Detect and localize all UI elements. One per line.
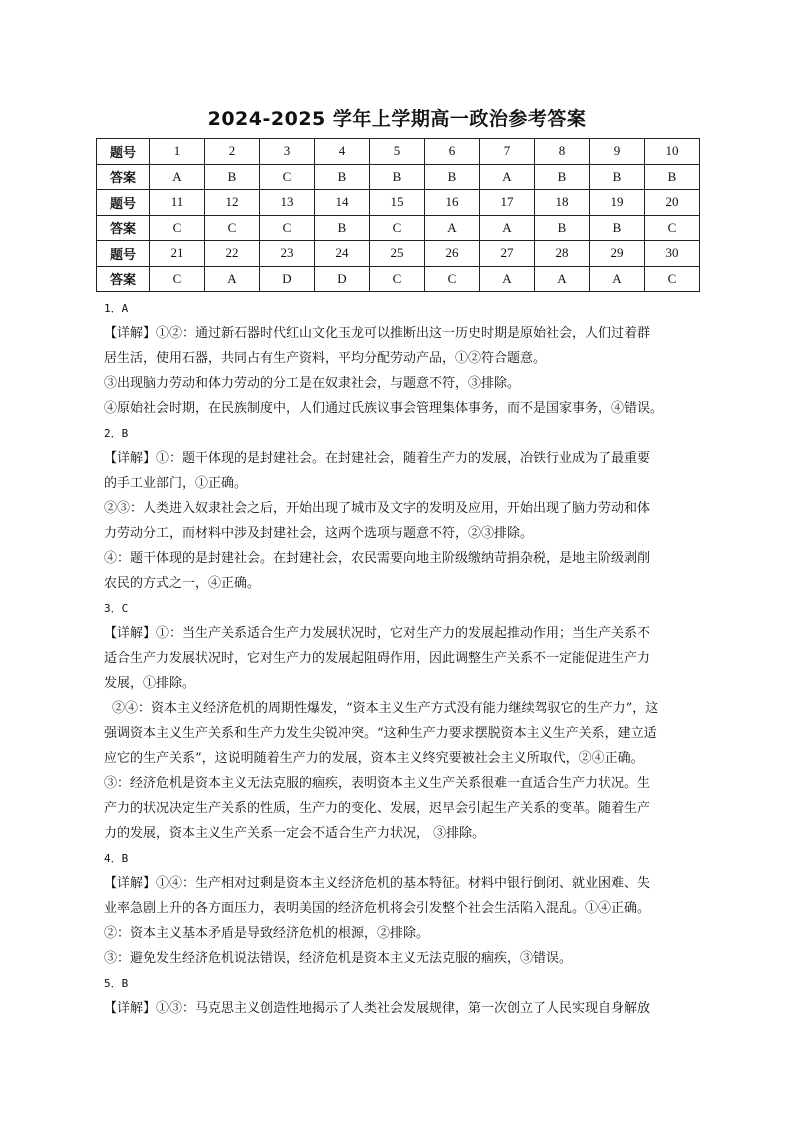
question-number-cell: 13: [260, 190, 315, 216]
answer-cell: B: [315, 164, 370, 190]
answer-cell: A: [535, 266, 590, 292]
question-number-cell: 10: [645, 139, 700, 165]
explanation-line: 【详解】①：题干体现的是封建社会。在封建社会，随着生产力的发展，冶铁行业成为了最重要: [104, 451, 651, 466]
question-number-cell: 22: [205, 241, 260, 267]
answer-cell: B: [590, 215, 645, 241]
explanation-line: 居生活，使用石器，共同占有生产资料，平均分配劳动产品，①②符合题意。: [104, 351, 547, 366]
question-number-cell: 2: [205, 139, 260, 165]
question-number-cell: 30: [645, 241, 700, 267]
question-answer-heading: 2．B: [104, 427, 129, 440]
question-answer-heading: 1．A: [104, 302, 129, 315]
answer-cell: C: [260, 215, 315, 241]
answer-cell: B: [535, 164, 590, 190]
row-header: 答案: [97, 164, 150, 190]
answer-cell: A: [590, 266, 645, 292]
answer-row: [97, 164, 700, 190]
question-number-cell: 5: [370, 139, 425, 165]
answer-cell: A: [150, 164, 205, 190]
answer-row: [97, 215, 700, 241]
answer-cell: C: [150, 215, 205, 241]
question-number-cell: 8: [535, 139, 590, 165]
question-number-cell: 7: [480, 139, 535, 165]
answer-cell: C: [425, 266, 480, 292]
explanation-line: ②④：资本主义经济危机的周期性爆发，“资本主义生产方式没有能力继续驾驭它的生产力”，这: [112, 701, 659, 716]
question-number-cell: 14: [315, 190, 370, 216]
answer-cell: B: [590, 164, 645, 190]
explanation-line: ②：资本主义基本矛盾是导致经济危机的根源，②排除。: [104, 926, 430, 941]
question-number-cell: 29: [590, 241, 645, 267]
answer-cell: C: [260, 164, 315, 190]
answer-table: [96, 138, 700, 292]
explanation-line: 强调资本主义生产关系和生产力发生尖锐冲突。“这种生产力要求摆脱资本主义生产关系，建立适: [104, 726, 657, 741]
page-title: 2024-2025 学年上学期高一政治参考答案: [207, 108, 587, 130]
question-number-cell: 24: [315, 241, 370, 267]
question-number-cell: 26: [425, 241, 480, 267]
explanation-line: 力的发展，资本主义生产关系一定会不适合生产力状况， ③排除。: [104, 826, 486, 841]
question-number-cell: 16: [425, 190, 480, 216]
question-number-cell: 23: [260, 241, 315, 267]
question-number-cell: 1: [150, 139, 205, 165]
answer-cell: B: [425, 164, 480, 190]
answer-cell: A: [205, 266, 260, 292]
question-number-cell: 25: [370, 241, 425, 267]
explanation-line: 应它的生产关系”，这说明随着生产力的发展，资本主义终究要被社会主义所取代，②④正确。: [104, 751, 644, 766]
answer-cell: A: [480, 215, 535, 241]
question-number-row: [97, 241, 700, 267]
question-number-cell: 4: [315, 139, 370, 165]
answer-row: [97, 266, 700, 292]
answer-cell: C: [370, 215, 425, 241]
row-header: 答案: [97, 266, 150, 292]
explanation-line: 【详解】①④：生产相对过剩是资本主义经济危机的基本特征。材料中银行倒闭、就业困难、失: [104, 876, 651, 891]
question-number-cell: 20: [645, 190, 700, 216]
question-number-cell: 3: [260, 139, 315, 165]
question-answer-heading: 4．B: [104, 852, 129, 865]
explanation-line: ③：避免发生经济危机说法错误，经济危机是资本主义无法克服的痼疾，③错误。: [104, 951, 573, 966]
explanation-line: 适合生产力发展状况时，它对生产力的发展起阻碍作用，因此调整生产关系不一定能促进生产力: [104, 651, 651, 666]
question-number-cell: 11: [150, 190, 205, 216]
question-number-cell: 21: [150, 241, 205, 267]
answer-cell: D: [315, 266, 370, 292]
explanation-line: 产力的状况决定生产关系的性质，生产力的变化、发展，迟早会引起生产关系的变革。随着生产: [104, 801, 651, 816]
answer-cell: A: [480, 164, 535, 190]
row-header: 题号: [97, 139, 150, 165]
row-header: 题号: [97, 241, 150, 267]
explanation-line: ②③：人类进入奴隶社会之后，开始出现了城市及文字的发明及应用，开始出现了脑力劳动和体: [104, 501, 651, 516]
explanation-line: ④：题干体现的是封建社会。在封建社会，农民需要向地主阶级缴纳苛捐杂税，是地主阶级剥削: [104, 551, 651, 566]
explanation-line: 【详解】①③：马克思主义创造性地揭示了人类社会发展规律，第一次创立了人民实现自身解放: [104, 1001, 651, 1016]
explanation-line: 农民的方式之一，④正确。: [104, 576, 261, 591]
question-number-cell: 17: [480, 190, 535, 216]
question-number-cell: 15: [370, 190, 425, 216]
question-number-cell: 19: [590, 190, 645, 216]
explanation-line: ③出现脑力劳动和体力劳动的分工是在奴隶社会，与题意不符，③排除。: [104, 376, 521, 391]
question-number-row: [97, 190, 700, 216]
question-number-cell: 9: [590, 139, 645, 165]
explanation-line: 力劳动分工，而材料中涉及封建社会，这两个选项与题意不符，②③排除。: [104, 526, 534, 541]
answer-cell: C: [645, 215, 700, 241]
answer-cell: B: [645, 164, 700, 190]
answer-cell: B: [315, 215, 370, 241]
explanation-line: 【详解】①②：通过新石器时代红山文化玉龙可以推断出这一历史时期是原始社会，人们过着群: [104, 326, 651, 341]
question-answer-heading: 5．B: [104, 977, 129, 990]
question-answer-heading: 3．C: [104, 602, 129, 615]
explanation-line: ④原始社会时期，在民族制度中，人们通过氏族议事会管理集体事务，而不是国家事务，④错误。: [104, 401, 664, 416]
question-number-cell: 28: [535, 241, 590, 267]
question-number-row: [97, 139, 700, 165]
explanation-line: ③：经济危机是资本主义无法克服的痼疾，表明资本主义生产关系很难一直适合生产力状况。生: [104, 776, 651, 791]
explanation-line: 发展，①排除。: [104, 676, 196, 691]
row-header: 题号: [97, 190, 150, 216]
explanation-line: 【详解】①：当生产关系适合生产力发展状况时，它对生产力的发展起推动作用；当生产关系不: [104, 626, 651, 641]
answer-cell: C: [645, 266, 700, 292]
answer-cell: D: [260, 266, 315, 292]
answer-cell: C: [150, 266, 205, 292]
answer-cell: A: [480, 266, 535, 292]
question-number-cell: 6: [425, 139, 480, 165]
explanations: [104, 296, 696, 1021]
answer-cell: C: [205, 215, 260, 241]
question-number-cell: 12: [205, 190, 260, 216]
row-header: 答案: [97, 215, 150, 241]
answer-cell: B: [535, 215, 590, 241]
answer-cell: C: [370, 266, 425, 292]
answer-cell: A: [425, 215, 480, 241]
question-number-cell: 27: [480, 241, 535, 267]
explanation-line: 业率急剧上升的各方面压力，表明美国的经济危机将会引发整个社会生活陷入混乱。①④正确。: [104, 901, 651, 916]
answer-cell: B: [370, 164, 425, 190]
explanation-line: 的手工业部门，①正确。: [104, 476, 248, 491]
question-number-cell: 18: [535, 190, 590, 216]
answer-cell: B: [205, 164, 260, 190]
